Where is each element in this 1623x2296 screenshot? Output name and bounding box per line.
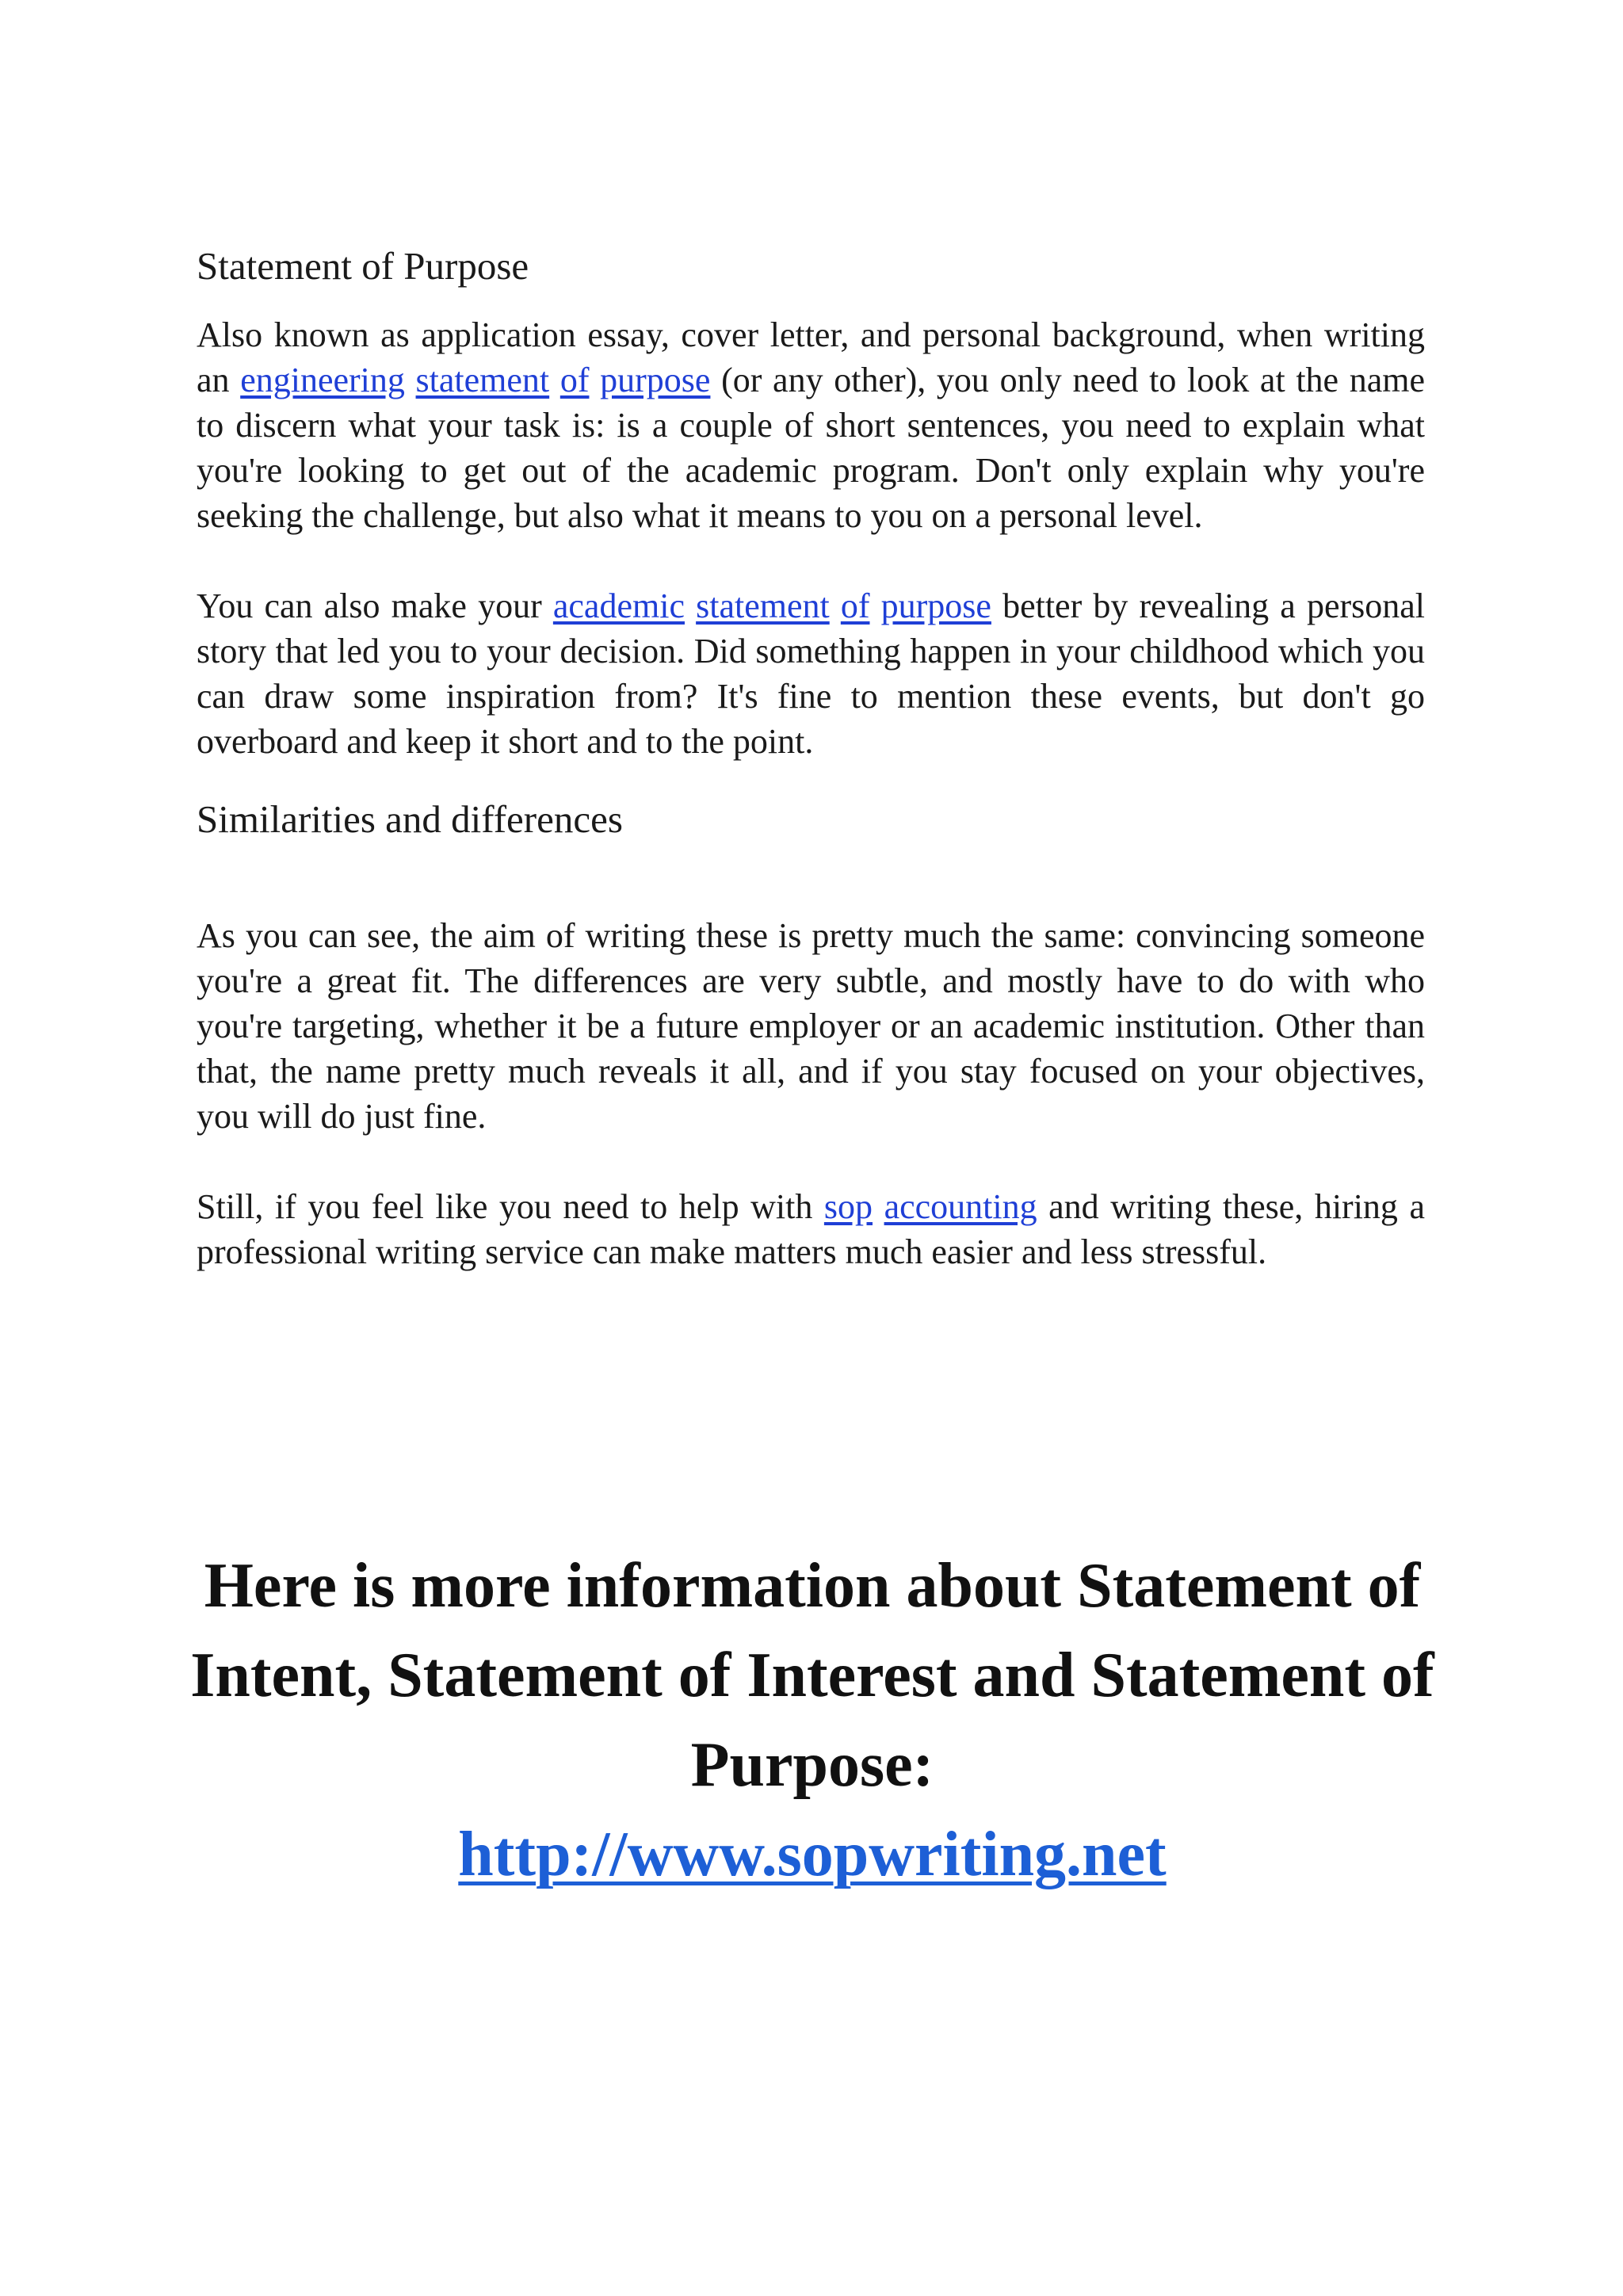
promo-url-link[interactable]: http://www.sopwriting.net	[458, 1820, 1167, 1889]
paragraph-help	[197, 1184, 1425, 1274]
link-of[interactable]: of	[559, 361, 590, 399]
link-statement[interactable]: statement	[696, 586, 830, 625]
paragraph-text: Still, if you feel like you need to help with	[197, 1187, 824, 1226]
link-of[interactable]: of	[840, 586, 870, 625]
promo-text: Here is more information about Statement of Intent, Statement of Interest and Statement of Purpose:	[190, 1551, 1434, 1800]
paragraph-intro	[197, 312, 1425, 538]
link-academic[interactable]: academic	[552, 586, 685, 625]
paragraph-text: better by revealing a personal story that led you to your decision. Did something happen in your childhood which you can draw some inspiration from? It's fine to mention these events, but don't go overboard and keep it short and to the point.	[197, 586, 1425, 761]
section-heading-statement-of-purpose: Statement of Purpose	[197, 244, 529, 288]
promo-block	[158, 1541, 1466, 1900]
paragraph-similarities: As you can see, the aim of writing these is pretty much the same: convincing someone you're a great fit. The differences are very subtle, and mostly have to do with who you're targeting, whether it be a future employer or an academic institution. Other than that, the name pretty much reveals it all, and if you stay focused on your objectives, you will do just fine.	[197, 916, 1425, 1136]
document-body	[197, 243, 1425, 1320]
link-purpose[interactable]: purpose	[880, 586, 991, 625]
link-sop[interactable]: sop	[823, 1187, 873, 1226]
paragraph-text: You can also make your	[197, 586, 553, 625]
link-accounting[interactable]: accounting	[884, 1187, 1037, 1226]
section-heading-similarities: Similarities and differences	[197, 797, 623, 841]
paragraph-personal-story	[197, 583, 1425, 764]
link-engineering[interactable]: engineering	[240, 361, 405, 399]
paragraph-text: and writing these, hiring a professional writing service can make matters much easier and less stressful.	[197, 1187, 1426, 1271]
paragraph-text: (or any other), you only need to look at the name to discern what your task is: is a couple of short sentences, you need to explain what you're looking to get out of the academic program. Don't only explain why you're seeking the challenge, but also what it means to you on a personal level.	[197, 361, 1426, 535]
link-purpose[interactable]: purpose	[600, 361, 711, 399]
link-statement[interactable]: statement	[415, 361, 550, 399]
paragraph-text: Also known as application essay, cover letter, and personal background, when writing an	[197, 315, 1425, 399]
